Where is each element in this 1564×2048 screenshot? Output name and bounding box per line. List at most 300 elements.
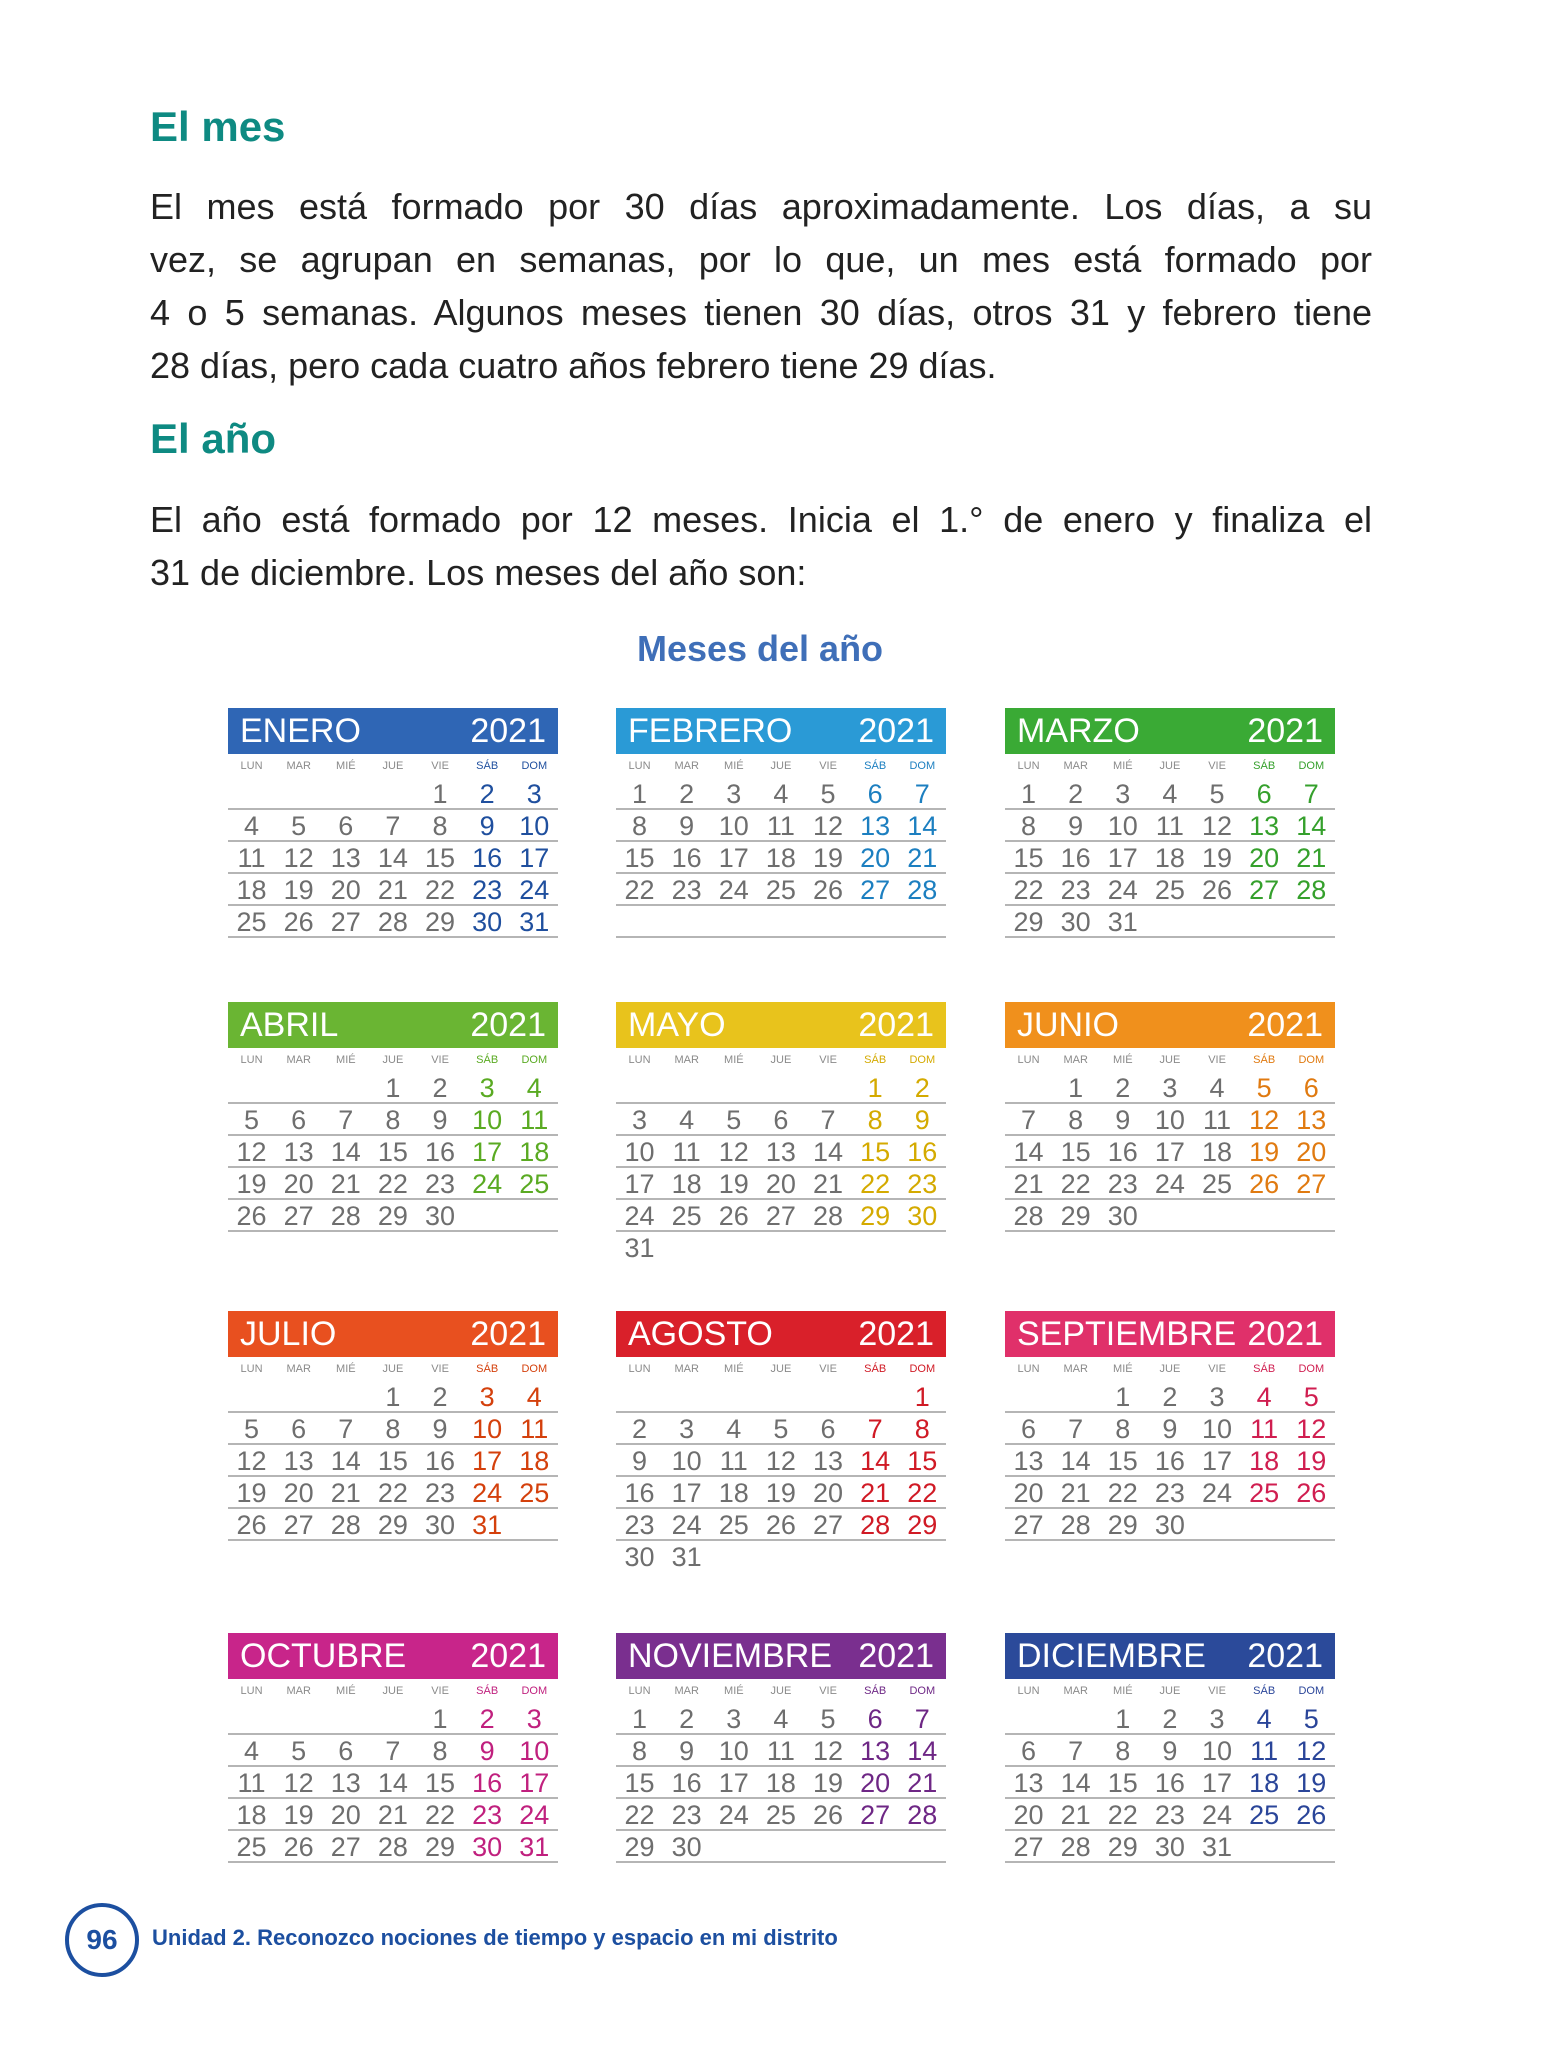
weekday-label: MAR	[286, 760, 311, 772]
day-cell: 26	[283, 907, 314, 937]
week-row	[1005, 1767, 1335, 1799]
day-cell: 17	[1154, 1137, 1185, 1167]
weekday-label: VIE	[431, 1054, 449, 1066]
weekday-label: DOM	[521, 1363, 548, 1375]
day-cell: 20	[860, 1768, 891, 1798]
month-year: 2021	[470, 1314, 546, 1353]
text-line: vez, se agrupan en semanas, por lo que, un mes está formado por	[150, 239, 1372, 280]
day-cell: 13	[1013, 1768, 1044, 1798]
day-cell: 12	[813, 811, 844, 841]
day-cell	[805, 906, 852, 936]
week-row	[1005, 1831, 1335, 1863]
weekday-label: LUN	[1017, 1685, 1040, 1697]
day-cell	[852, 906, 899, 936]
weekday-row	[228, 1357, 558, 1381]
day-cell: 26	[813, 875, 844, 905]
day-cell: 8	[632, 811, 648, 841]
month-year: 2021	[1247, 1636, 1323, 1675]
month-header	[616, 708, 946, 754]
day-cell: 19	[718, 1169, 749, 1199]
month-header	[616, 1633, 946, 1679]
day-cell: 26	[1296, 1800, 1327, 1830]
day-cell: 7	[914, 1704, 930, 1734]
day-cell: 12	[236, 1446, 267, 1476]
day-cell: 22	[377, 1478, 408, 1508]
day-cell: 4	[773, 779, 789, 809]
day-cell	[228, 778, 275, 808]
week-row	[616, 1072, 946, 1104]
day-cell: 15	[1107, 1446, 1138, 1476]
weekday-label: JUE	[770, 1685, 792, 1697]
week-row	[1005, 778, 1335, 810]
day-cell: 2	[432, 1382, 448, 1412]
weekday-label: MIÉ	[724, 1363, 744, 1375]
day-cell: 17	[519, 1768, 550, 1798]
weekday-row	[1005, 1357, 1335, 1381]
day-cell: 14	[907, 811, 938, 841]
day-cell: 1	[1115, 1382, 1131, 1412]
day-cell	[616, 906, 663, 936]
day-cell: 7	[338, 1105, 354, 1135]
day-cell: 22	[624, 875, 655, 905]
day-cell: 9	[632, 1446, 648, 1476]
weekday-label: MAR	[674, 1363, 699, 1375]
day-cell: 15	[624, 1768, 655, 1798]
weekday-label: LUN	[628, 1685, 651, 1697]
weekday-label: MIÉ	[724, 1054, 744, 1066]
day-cell	[228, 1703, 275, 1733]
day-cell: 12	[765, 1446, 796, 1476]
week-row	[228, 1509, 558, 1541]
day-cell: 12	[1296, 1736, 1327, 1766]
day-cell: 10	[1202, 1414, 1233, 1444]
day-cell	[757, 1072, 804, 1102]
day-cell: 5	[1209, 779, 1225, 809]
day-cell: 9	[914, 1105, 930, 1135]
month-calendar-febrero	[616, 708, 946, 938]
day-cell: 12	[1296, 1414, 1327, 1444]
day-cell: 26	[236, 1510, 267, 1540]
text-line: 28 días, pero cada cuatro años febrero tiene 29 días.	[150, 345, 997, 386]
week-row	[616, 1445, 946, 1477]
day-cell: 18	[519, 1137, 550, 1167]
day-cell: 24	[1107, 875, 1138, 905]
day-cell: 19	[236, 1478, 267, 1508]
weekday-label: JUE	[770, 760, 792, 772]
week-row	[616, 906, 946, 938]
day-cell: 26	[236, 1201, 267, 1231]
weekday-label: VIE	[819, 1363, 837, 1375]
day-cell: 13	[283, 1446, 314, 1476]
weekday-label: MIÉ	[1113, 760, 1133, 772]
day-cell	[1194, 906, 1241, 936]
day-cell: 25	[1249, 1478, 1280, 1508]
day-cell: 31	[671, 1542, 702, 1572]
weekday-label: LUN	[1017, 1363, 1040, 1375]
week-row	[228, 1445, 558, 1477]
day-cell	[757, 1541, 804, 1573]
day-cell: 16	[624, 1478, 655, 1508]
day-cell: 29	[624, 1832, 655, 1862]
day-cell: 11	[520, 1105, 549, 1135]
day-cell: 16	[425, 1446, 456, 1476]
day-cell	[1194, 1200, 1241, 1230]
day-cell: 24	[671, 1510, 702, 1540]
day-cell: 21	[907, 1768, 938, 1798]
day-cell: 18	[718, 1478, 749, 1508]
day-cell	[757, 1381, 804, 1411]
day-cell: 16	[1154, 1768, 1185, 1798]
day-cell: 2	[679, 779, 695, 809]
day-cell	[852, 1541, 899, 1573]
day-cell	[899, 1541, 946, 1573]
day-cell: 3	[679, 1414, 695, 1444]
day-cell	[511, 1200, 558, 1230]
day-cell: 9	[679, 811, 695, 841]
day-cell: 5	[1303, 1704, 1319, 1734]
weekday-label: MIÉ	[336, 1363, 356, 1375]
day-cell: 16	[1107, 1137, 1138, 1167]
weekday-label: VIE	[1208, 760, 1226, 772]
day-cell: 10	[519, 1736, 550, 1766]
day-cell	[663, 1381, 710, 1411]
weekday-row	[616, 1048, 946, 1072]
day-cell: 16	[1060, 843, 1091, 873]
day-cell: 24	[1202, 1800, 1233, 1830]
day-cell	[464, 1200, 511, 1230]
footer-unit-text: Unidad 2. Reconozco nociones de tiempo y espacio en mi distrito	[152, 1925, 838, 1950]
week-row	[1005, 1413, 1335, 1445]
day-cell: 30	[1154, 1832, 1185, 1862]
day-cell: 23	[472, 875, 503, 905]
month-calendar-septiembre	[1005, 1311, 1335, 1541]
day-cell: 30	[624, 1542, 655, 1572]
month-year: 2021	[858, 1636, 934, 1675]
day-cell: 6	[1021, 1736, 1037, 1766]
month-calendar-junio	[1005, 1002, 1335, 1232]
day-cell: 17	[1107, 843, 1138, 873]
day-cell	[899, 1831, 946, 1861]
day-cell: 8	[1115, 1736, 1131, 1766]
day-cell: 11	[719, 1446, 748, 1476]
day-cell: 23	[472, 1800, 503, 1830]
week-row	[228, 810, 558, 842]
day-cell: 7	[385, 1736, 401, 1766]
day-cell: 27	[283, 1201, 314, 1231]
day-cell: 10	[1107, 811, 1138, 841]
month-header	[228, 708, 558, 754]
weekday-label: MAR	[1063, 1054, 1088, 1066]
day-cell: 1	[1068, 1073, 1084, 1103]
day-cell: 20	[1013, 1800, 1044, 1830]
day-cell: 8	[632, 1736, 648, 1766]
weekday-label: DOM	[909, 1054, 936, 1066]
day-cell	[1146, 1200, 1193, 1230]
day-cell: 20	[1013, 1478, 1044, 1508]
day-cell: 1	[385, 1382, 401, 1412]
day-cell: 27	[1249, 875, 1280, 905]
day-cell: 25	[236, 907, 267, 937]
day-cell	[805, 1072, 852, 1102]
day-cell: 5	[1303, 1382, 1319, 1412]
day-cell: 6	[291, 1105, 307, 1135]
day-cell: 27	[330, 907, 361, 937]
month-calendar-marzo	[1005, 708, 1335, 938]
day-cell: 19	[283, 1800, 314, 1830]
day-cell: 2	[914, 1073, 930, 1103]
day-cell: 13	[765, 1137, 796, 1167]
day-cell: 28	[330, 1510, 361, 1540]
day-cell	[757, 1232, 804, 1264]
day-cell: 27	[765, 1201, 796, 1231]
day-cell	[710, 1381, 757, 1411]
day-cell: 14	[377, 843, 408, 873]
day-cell: 21	[1296, 843, 1327, 873]
day-cell	[710, 1541, 757, 1573]
week-row	[1005, 1703, 1335, 1735]
day-cell: 8	[867, 1105, 883, 1135]
text-line: 31 de diciembre. Los meses del año son:	[150, 552, 807, 593]
day-cell: 18	[765, 843, 796, 873]
week-row	[1005, 1381, 1335, 1413]
weekday-label: LUN	[628, 1363, 651, 1375]
weekday-label: VIE	[819, 1054, 837, 1066]
day-cell: 23	[425, 1169, 456, 1199]
day-cell: 31	[519, 907, 550, 937]
day-cell: 17	[1202, 1768, 1233, 1798]
month-year: 2021	[1247, 711, 1323, 750]
week-row	[228, 1413, 558, 1445]
weekday-label: MAR	[674, 1685, 699, 1697]
weekday-label: DOM	[909, 760, 936, 772]
day-cell: 12	[283, 843, 314, 873]
day-cell: 17	[624, 1169, 655, 1199]
day-cell: 11	[237, 1768, 266, 1798]
day-cell: 6	[1303, 1073, 1319, 1103]
day-cell: 17	[718, 843, 749, 873]
day-cell: 7	[820, 1105, 836, 1135]
weekday-label: LUN	[1017, 1054, 1040, 1066]
week-row	[1005, 1509, 1335, 1541]
day-cell: 20	[283, 1169, 314, 1199]
day-cell: 22	[624, 1800, 655, 1830]
day-cell: 10	[472, 1414, 503, 1444]
day-cell: 15	[377, 1137, 408, 1167]
day-cell	[1052, 1703, 1099, 1733]
weekday-label: LUN	[240, 1363, 263, 1375]
day-cell: 6	[1256, 779, 1272, 809]
month-year: 2021	[1247, 1314, 1323, 1353]
day-cell: 8	[385, 1414, 401, 1444]
day-cell: 29	[377, 1201, 408, 1231]
week-row	[228, 1136, 558, 1168]
day-cell: 5	[291, 811, 307, 841]
month-name: JULIO	[240, 1314, 337, 1353]
day-cell: 28	[1013, 1201, 1044, 1231]
day-cell: 28	[1060, 1832, 1091, 1862]
day-cell: 15	[907, 1446, 938, 1476]
month-name: OCTUBRE	[240, 1636, 407, 1675]
day-cell: 28	[907, 875, 938, 905]
day-cell: 16	[671, 1768, 702, 1798]
day-cell: 29	[1107, 1510, 1138, 1540]
weekday-label: DOM	[521, 1054, 548, 1066]
weekday-label: JUE	[382, 1054, 404, 1066]
day-cell: 23	[671, 875, 702, 905]
day-cell: 11	[1250, 1414, 1279, 1444]
day-cell: 31	[1202, 1832, 1233, 1862]
day-cell	[663, 1232, 710, 1264]
day-cell: 20	[860, 843, 891, 873]
day-cell: 13	[1013, 1446, 1044, 1476]
day-cell: 11	[1250, 1736, 1279, 1766]
day-cell: 27	[283, 1510, 314, 1540]
week-row	[616, 1703, 946, 1735]
day-cell: 1	[914, 1382, 930, 1412]
weekday-label: LUN	[240, 760, 263, 772]
day-cell	[228, 1381, 275, 1411]
day-cell: 14	[813, 1137, 844, 1167]
weekday-label: LUN	[240, 1054, 263, 1066]
day-cell: 6	[338, 811, 354, 841]
day-cell: 26	[1296, 1478, 1327, 1508]
weekday-label: VIE	[1208, 1685, 1226, 1697]
day-cell: 8	[914, 1414, 930, 1444]
day-cell: 29	[1107, 1832, 1138, 1862]
day-cell: 21	[330, 1478, 361, 1508]
text-line: El mes está formado por 30 días aproximadamente. Los días, a su	[150, 186, 1372, 227]
day-cell: 7	[1303, 779, 1319, 809]
weekday-label: SÁB	[476, 1685, 499, 1697]
day-cell: 17	[718, 1768, 749, 1798]
day-cell: 17	[1202, 1446, 1233, 1476]
day-cell	[616, 1072, 663, 1102]
day-cell: 30	[1154, 1510, 1185, 1540]
week-row	[1005, 1799, 1335, 1831]
day-cell: 3	[526, 1704, 542, 1734]
weekday-label: SÁB	[476, 1363, 499, 1375]
day-cell: 22	[860, 1169, 891, 1199]
month-year: 2021	[470, 1636, 546, 1675]
day-cell: 20	[330, 875, 361, 905]
day-cell	[511, 1509, 558, 1539]
day-cell: 25	[519, 1169, 550, 1199]
day-cell: 1	[1021, 779, 1037, 809]
week-row	[228, 842, 558, 874]
weekday-label: MAR	[1063, 1363, 1088, 1375]
day-cell: 10	[1154, 1105, 1185, 1135]
day-cell: 5	[291, 1736, 307, 1766]
day-cell: 9	[1115, 1105, 1131, 1135]
day-cell: 1	[385, 1073, 401, 1103]
month-name: SEPTIEMBRE	[1017, 1314, 1237, 1353]
text-line: El año está formado por 12 meses. Inicia el 1.° de enero y finaliza el	[150, 499, 1372, 540]
day-cell: 25	[236, 1832, 267, 1862]
day-cell: 10	[718, 1736, 749, 1766]
week-row	[616, 1200, 946, 1232]
day-cell: 28	[813, 1201, 844, 1231]
week-row	[1005, 1104, 1335, 1136]
day-cell: 22	[377, 1169, 408, 1199]
week-row	[1005, 842, 1335, 874]
day-cell: 14	[377, 1768, 408, 1798]
month-header	[1005, 1002, 1335, 1048]
week-row	[1005, 1477, 1335, 1509]
weekday-label: MIÉ	[1113, 1054, 1133, 1066]
day-cell: 4	[1256, 1382, 1272, 1412]
day-cell: 24	[519, 875, 550, 905]
day-cell: 18	[1154, 843, 1185, 873]
day-cell: 26	[283, 1832, 314, 1862]
day-cell: 26	[813, 1800, 844, 1830]
day-cell: 19	[813, 1768, 844, 1798]
day-cell: 18	[1249, 1768, 1280, 1798]
day-cell: 2	[432, 1073, 448, 1103]
day-cell: 25	[718, 1510, 749, 1540]
day-cell	[1194, 1509, 1241, 1539]
month-name: FEBRERO	[628, 711, 793, 750]
month-header	[228, 1633, 558, 1679]
day-cell: 20	[330, 1800, 361, 1830]
day-cell: 3	[1115, 779, 1131, 809]
day-cell: 18	[236, 1800, 267, 1830]
day-cell: 28	[377, 907, 408, 937]
day-cell	[663, 906, 710, 936]
day-cell: 15	[1107, 1768, 1138, 1798]
day-cell: 28	[860, 1510, 891, 1540]
month-name: AGOSTO	[628, 1314, 773, 1353]
day-cell: 24	[1202, 1478, 1233, 1508]
month-name: ENERO	[240, 711, 361, 750]
week-row	[1005, 906, 1335, 938]
day-cell: 19	[1296, 1768, 1327, 1798]
week-row	[1005, 1168, 1335, 1200]
day-cell: 14	[330, 1446, 361, 1476]
day-cell: 23	[425, 1478, 456, 1508]
week-row	[228, 1168, 558, 1200]
day-cell: 29	[425, 1832, 456, 1862]
weekday-label: SÁB	[864, 760, 887, 772]
week-row	[228, 1381, 558, 1413]
day-cell: 29	[377, 1510, 408, 1540]
weekday-label: SÁB	[864, 1685, 887, 1697]
day-cell: 16	[671, 843, 702, 873]
day-cell: 9	[479, 811, 495, 841]
week-row	[616, 1477, 946, 1509]
day-cell: 4	[1162, 779, 1178, 809]
day-cell: 1	[432, 779, 448, 809]
day-cell	[275, 778, 322, 808]
day-cell	[1241, 1200, 1288, 1230]
day-cell: 23	[1060, 875, 1091, 905]
day-cell: 27	[1013, 1510, 1044, 1540]
day-cell: 22	[1013, 875, 1044, 905]
day-cell: 30	[425, 1510, 456, 1540]
day-cell: 7	[1068, 1414, 1084, 1444]
weekday-label: MIÉ	[336, 1054, 356, 1066]
day-cell: 19	[1249, 1137, 1280, 1167]
month-header	[1005, 708, 1335, 754]
day-cell	[710, 1232, 757, 1264]
month-calendar-diciembre	[1005, 1633, 1335, 1863]
month-name: NOVIEMBRE	[628, 1636, 833, 1675]
day-cell: 28	[907, 1800, 938, 1830]
month-header	[228, 1311, 558, 1357]
day-cell: 13	[860, 811, 891, 841]
weekday-label: SÁB	[476, 1054, 499, 1066]
week-row	[1005, 1072, 1335, 1104]
weekday-row	[1005, 1679, 1335, 1703]
